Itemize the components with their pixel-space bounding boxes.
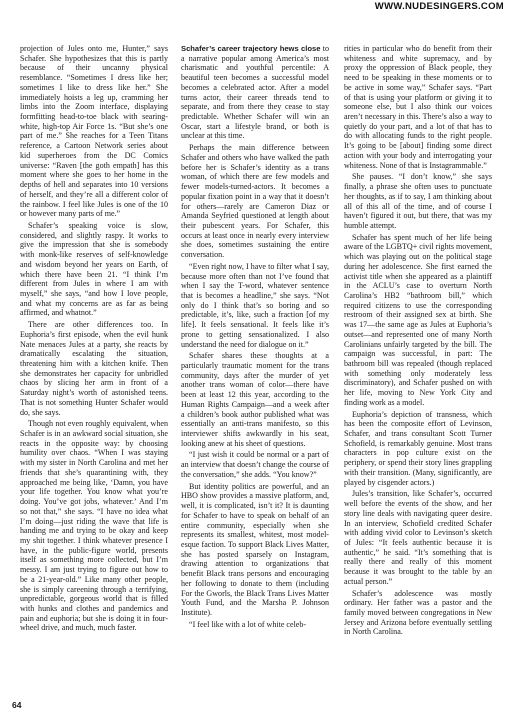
paragraph: Schafer has spent much of her life being aware of the LGBTQ+ civil rights movement, which was playing out on the political stage during her adolescence. She first earned the activist title when she appeared as a plaintiff in the ACLU’s case to overturn North Carolina’s HB2 “bathroom bill,” which required citizens to use the corresponding restroom of their assigned sex at birth. She was 17—the same age as Jules at Euphoria’s outset—and represented one of many North Carolinians unfairly targeted by the bill. The campaign was successful, in part: The bathroom bill was repealed (though replaced with something only moderately less discriminatory), and Schafer pushed on with her life, moving to New York City and finding work as a model. (344, 232, 492, 407)
section-lede: Schafer’s career trajectory hews close (181, 44, 321, 53)
watermark: WWW.NUDESINGERS.COM (374, 1, 504, 12)
paragraph: “Even right now, I have to filter what I say, because more often than not I’ve found that when I say the T-word, whatever sentence that is becomes a headline,” she says. “Not only do I think that’s so boring and so predictable, it’s, like, such a fraction [of my life]. It feels sensational. It feels like it’s prone to getting sensationalized. I also understand the need for dialogue on it.” (181, 261, 329, 349)
paragraph: Euphoria’s depiction of transness, which has been the composite effort of Levinson, Schafer, and trans consultant Scott Turner Schofield, is remarkably genuine. Most trans characters in pop culture exist on the periphery, or spend their story lines grappling with their transition. (Many, significantly, are played by cisgender actors.) (344, 409, 492, 487)
article-column-3 (344, 44, 492, 639)
paragraph: rities in particular who do benefit from their whiteness and white supremacy, and by proxy the oppression of Black people, they need to be speaking in these moments or to be active in some way,” Schafer says. “Part of that is using your platform or giving it to someone else, but I also think our voices aren’t necessary in this. There’s also a way to quietly do your part, and a lot of that has to do with allocating funds to the right people. It’s going to be [about] finding some direct action with your body and interrogating your whiteness. None of that is Instagrammable.” (344, 44, 492, 170)
paragraph: Perhaps the main difference between Schafer and others who have walked the path before her is Schafer’s identity as a trans woman, of which there are few models and fewer models-turned-actors. It becomes a popular fixation point in a way that it doesn’t for others—rarely are Cameron Diaz or Amanda Seyfried questioned at length about their pubescent years. For Schafer, this occurs at least once in nearly every interview she does, sometimes sustaining the entire conversation. (181, 143, 329, 260)
page-number: 64 (12, 700, 22, 710)
section-opening-paragraph (181, 44, 329, 141)
top-banner (0, 0, 512, 13)
article-column-2 (181, 44, 329, 631)
paragraph-text: to a narrative popular among America’s most charismatic and youthful percentile: A beautiful teen becomes a successful model becomes a celebrated actor. After a model turns actor, their career threads tend to separate, and from there they cease to stay predictable. Whether Schafer will win an Oscar, start a lifestyle brand, or both is unclear at this time. (181, 44, 329, 141)
paragraph: “I feel like with a lot of white celeb- (189, 619, 307, 629)
paragraph: Schafer’s adolescence was mostly ordinary. Her father was a pastor and the family moved between congregations in New Jersey and Arizona before eventually settling in North Carolina. (344, 588, 492, 637)
article-column-1 (20, 44, 168, 635)
paragraph: “I just wish it could be normal or a part of an interview that doesn’t change the course of the conversation,” she adds. “You know?” (181, 450, 329, 479)
paragraph: There are other differences too. In Euphoria’s first episode, when the evil hunk Nate menaces Jules at a party, she reacts by dramatically escalating the situation, threatening him with a kitchen knife. Then she demonstrates her capacity for unbridled chaos by slicing her arm in front of a Saturday night’s worth of astonished teens. That is not something Hunter Schafer would do, she says. (20, 320, 168, 417)
paragraph: Jules’s transition, like Schafer’s, occurred well before the events of the show, and her story line deals with navigating queer desire. In an interview, Schofield credited Schafer with adding vivid color to Levinson’s sketch of Jules: “It feels authentic because it is authentic,” he said. “It’s something that is really there and really of this moment because it was brought to the table by an actual person.” (344, 489, 492, 586)
paragraph: Schafer shares these thoughts at a particularly traumatic moment for the trans community, days after the murder of yet another trans woman of color—there have been at least 12 this year, according to the Human Rights Campaign—and a week after a children’s book author published what was essentially an anti-trans manifesto, so this interviewer shifts awkwardly in his seat, looking anew at his sheet of questions. (181, 351, 329, 448)
paragraph: projection of Jules onto me, Hunter,” says Schafer. She hypothesizes that this is partly because of their uncanny physical resemblance. “Sometimes I dress like her; sometimes I like to dress like her.” She immediately hoists a leg up, cramming her limbs into the Zoom interface, displaying formfitting head-to-toe black with searing-white, high-top Air Force 1s. “But she’s one part of me.” She reaches for a Teen Titans reference, a Cartoon Network series about kid superheroes from the DC Comics universe: “Raven [the goth empath] has this moment where she goes to her home in the depths of hell and separates into 10 versions of herself, and they’re all a different color of the rainbow. I feel like Jules is one of the 10 or however many parts of me.” (20, 44, 168, 219)
paragraph: Schafer’s speaking voice is slow, considered, and slightly raspy. It works to give the impression that she is somebody with monk-like reserves of self-knowledge and wisdom beyond her years on Earth, of which there have been 21. “I think I’m different from Jules in where I am with myself,” she says, “and how I love people, and what my concerns are as far as being affirmed, and whatnot.” (20, 220, 168, 318)
paragraph: She pauses. “I don’t know,” she says finally, a phrase she often uses to punctuate her thoughts, as if to say, I am thinking about all of this all of the time, and of course I haven’t figured it out, but there, that was my humble attempt. (344, 172, 492, 230)
paragraph: But identity politics are powerful, and an HBO show provides a massive platform, and, well, it is complicated, isn’t it? It is daunting for Schafer to have to speak on behalf of an entire community, especially when she represents its smallest, whitest, most model-esque faction. To support Black Lives Matter, she has posted sparsely on Instagram, drawing attention to organizations that benefit Black trans persons and encouraging her following to donate to them (including For the Gworls, the Black Trans Lives Matter Youth Fund, and the Marsha P. Johnson Institute). (181, 481, 329, 617)
paragraph: Though not even roughly equivalent, when Schafer is in an awkward social situation, she reacts in the opposite way: by choosing humility over chaos. “When I was staying with my sister in North Carolina and met her friends that she’s quarantining with, they approached me being like, ‘Damn, you have your life together. You know what you’re doing. You’ve got jobs, whatever.’ And I’m so not that,” she says. “I have no idea what I’m doing—just riding the wave that life is handing me and trying to be okay and keep my shit together. I think whatever presence I have, in the public-figure world, presents itself as something more collected, but I’m messy. I am just trying to figure out how to be a 21-year-old.” Like many other people, she is simply careening through a terrifying, unpredictable, gorgeous world that is filled with hunks and clothes and pandemics and pain and euphoria; but she is doing it in four-wheel drive, and much, much faster. (20, 419, 168, 633)
